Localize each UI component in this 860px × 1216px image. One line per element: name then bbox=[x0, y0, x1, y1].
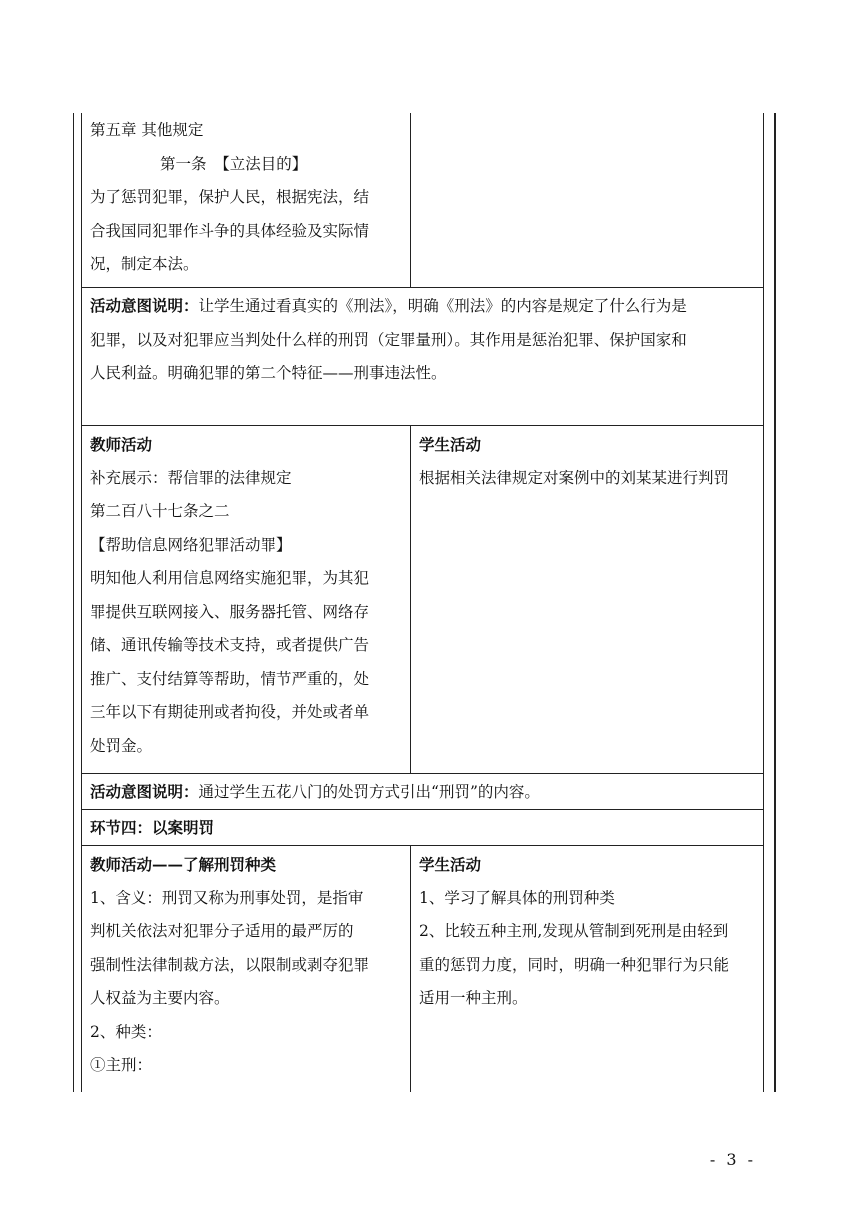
student-activity-cell bbox=[419, 848, 761, 1016]
teacher-line: 1、含义：刑罚又称为刑事处罚，是指审 bbox=[90, 888, 364, 907]
teacher-line: 三年以下有期徒刑或者拘役，并处或者单 bbox=[90, 703, 370, 721]
activity-intent-cell bbox=[90, 289, 758, 391]
table-border-left bbox=[81, 113, 82, 1092]
student-line: 2、比较五种主刑,发现从管制到死刑是由轻到 bbox=[419, 922, 729, 940]
step-title: 环节四：以案明罚 bbox=[90, 818, 215, 837]
page-number: - 3 - bbox=[709, 1150, 756, 1169]
step-title-cell bbox=[90, 811, 758, 845]
teacher-activity-title: 教师活动 bbox=[90, 435, 153, 454]
teacher-activity-title: 教师活动——了解刑罚种类 bbox=[90, 855, 277, 874]
student-line: 重的惩罚力度，同时，明确一种犯罪行为只能 bbox=[419, 955, 730, 974]
teacher-line: ①主刑： bbox=[90, 1056, 153, 1074]
article-text-line: 况，制定本法。 bbox=[90, 255, 199, 273]
teacher-line: 【帮助信息网络犯罪活动罪】 bbox=[90, 535, 292, 554]
teacher-line: 推广、支付结算等帮助，情节严重的，处 bbox=[90, 669, 370, 688]
student-line: 根据相关法律规定对案例中的刘某某进行判罚 bbox=[419, 468, 730, 487]
table-border-outer-left bbox=[73, 113, 74, 1092]
table-column-divider bbox=[410, 425, 411, 773]
table-border-right bbox=[763, 113, 764, 1092]
teacher-line: 判机关依法对犯罪分子适用的最严厉的 bbox=[90, 922, 354, 940]
student-line: 1、学习了解具体的刑罚种类 bbox=[419, 888, 615, 907]
table-row-divider bbox=[81, 287, 764, 288]
law-excerpt-cell bbox=[90, 114, 405, 282]
intent-line: 犯罪，以及对犯罪应当判处什么样的刑罚（定罪量刑）。其作用是惩治犯罪、保护国家和 bbox=[90, 330, 687, 349]
article-title: 第一条 【立法目的】 bbox=[160, 154, 308, 173]
intent-label: 活动意图说明： bbox=[90, 782, 199, 801]
intent-label: 活动意图说明： bbox=[90, 296, 199, 315]
intent-line bbox=[90, 775, 758, 810]
table-row-divider bbox=[81, 845, 764, 846]
teacher-line: 处罚金。 bbox=[90, 736, 153, 755]
intent-text: 通过学生五花八门的处罚方式引出“刑罚”的内容。 bbox=[198, 783, 540, 801]
table-row-divider bbox=[81, 773, 764, 774]
teacher-line: 罪提供互联网接入、服务器托管、网络存 bbox=[90, 602, 370, 621]
table-column-divider bbox=[410, 113, 411, 287]
table-column-divider bbox=[410, 845, 411, 1092]
teacher-line: 第二百八十七条之二 bbox=[90, 502, 230, 520]
activity-intent-cell bbox=[90, 775, 758, 810]
teacher-line: 明知他人利用信息网络实施犯罪，为其犯 bbox=[90, 569, 370, 587]
teacher-line: 人权益为主要内容。 bbox=[90, 989, 230, 1007]
teacher-line: 储、通讯传输等技术支持，或者提供广告 bbox=[90, 636, 370, 654]
intent-text: 让学生通过看真实的《刑法》，明确《刑法》的内容是规定了什么行为是 bbox=[198, 297, 687, 315]
intent-line bbox=[90, 289, 758, 324]
student-line: 适用一种主刑。 bbox=[419, 989, 528, 1007]
teacher-line: 2、种类： bbox=[90, 1022, 162, 1041]
teacher-activity-cell bbox=[90, 428, 408, 763]
student-activity-cell bbox=[419, 428, 761, 495]
table-border-outer-right bbox=[774, 113, 776, 1092]
teacher-line: 补充展示：帮信罪的法律规定 bbox=[90, 468, 292, 487]
teacher-line: 强制性法律制裁方法，以限制或剥夺犯罪 bbox=[90, 955, 370, 974]
intent-line: 人民利益。明确犯罪的第二个特征——刑事违法性。 bbox=[90, 364, 447, 382]
chapter-title: 第五章 其他规定 bbox=[90, 121, 204, 139]
student-activity-title: 学生活动 bbox=[419, 855, 482, 874]
article-text-line: 合我国同犯罪作斗争的具体经验及实际情 bbox=[90, 221, 370, 240]
article-text-line: 为了惩罚犯罪，保护人民，根据宪法，结 bbox=[90, 188, 370, 206]
teacher-activity-cell bbox=[90, 848, 408, 1083]
table-row-divider bbox=[81, 425, 764, 426]
student-activity-title: 学生活动 bbox=[419, 435, 482, 454]
